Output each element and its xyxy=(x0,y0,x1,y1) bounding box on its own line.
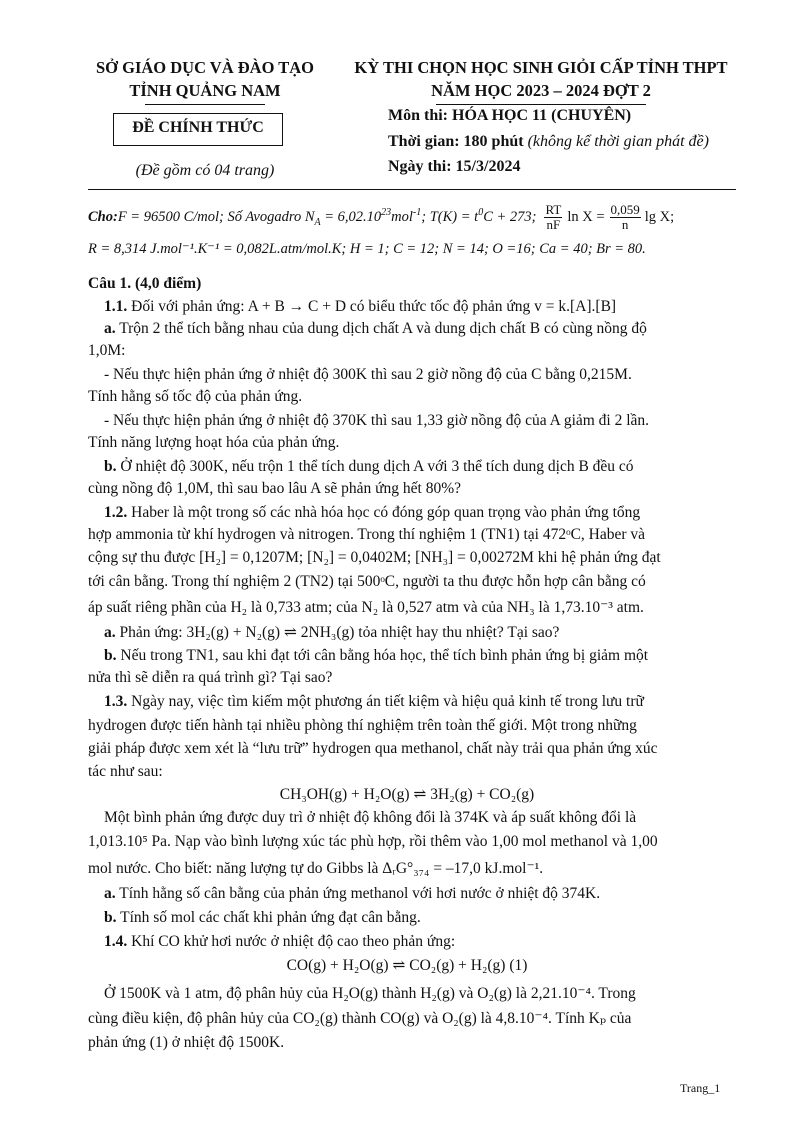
time-label: Thời gian: 180 phút xyxy=(388,133,528,150)
question-1-3-line-5: Một bình phản ứng được duy trì ở nhiệt độ không đổi là 374K và áp suất không đổi là xyxy=(104,809,637,826)
page-count-note: (Đề gồm có 04 trang) xyxy=(135,162,275,179)
part-a1-line-3: - Nếu thực hiện phản ứng ở nhiệt độ 300K thì sau 2 giờ nồng độ của C bằng 0,215M. xyxy=(104,366,632,383)
question-1-4-line-4: phản ứng (1) ở nhiệt độ 1500K. xyxy=(88,1034,285,1051)
part-a2: a. Phản ứng: 3H₂(g) + N₂(g) ⇌ 2NH₃(g) tỏa nhiệt hay thu nhiệt? Tại sao? xyxy=(104,624,560,641)
subject-label: Môn thi: xyxy=(388,107,452,124)
question-1-3-line-2: hydrogen được tiến hành tại nhiều phòng thí nghiệm trên toàn thế giới. Một trong những xyxy=(88,717,637,734)
question-1-2-line-4: tới cân bằng. Trong thí nghiệm 2 (TN2) tại 500ᵒC, người ta thu được hỗn hợp cân bằng có xyxy=(88,573,646,590)
constants-line-2: R = 8,314 J.mol⁻¹.K⁻¹ = 0,082L.atm/mol.K; H = 1; C = 12; N = 14; O =16; Ca = 40; Br = 80. xyxy=(88,241,646,257)
province-name: TỈNH QUẢNG NAM xyxy=(129,81,281,100)
question-1-1: 1.1. Đối với phản ứng: A + B → C + D có biểu thức tốc độ phản ứng v = k.[A].[B] xyxy=(104,298,617,315)
question-1-3-line-1: 1.3. Ngày nay, việc tìm kiếm một phương án tiết kiệm và hiệu quả kinh tế trong lưu trữ xyxy=(104,693,644,710)
part-a1-line-1: a. Trộn 2 thể tích bằng nhau của dung dịch chất A và dung dịch chất B có cùng nồng độ xyxy=(104,320,647,337)
part-b1-line-2: cùng nồng độ 1,0M, thì sau bao lâu A sẽ phản ứng hết 80%? xyxy=(88,480,462,497)
question-1-3-line-3: giải pháp được xem xét là “lưu trữ” hydrogen qua methanol, chất này trải qua phản ứng xúc xyxy=(88,740,658,757)
part-a1-line-4: Tính hằng số tốc độ của phản ứng. xyxy=(88,388,303,405)
part-a3: a. Tính hằng số cân bằng của phản ứng methanol với hơi nước ở nhiệt độ 374K. xyxy=(104,885,601,902)
exam-year: NĂM HỌC 2023 – 2024 ĐỢT 2 xyxy=(431,81,651,100)
time-line xyxy=(388,133,709,151)
nernst-fraction-rt-nf: $\frac{RT}{nF}$ xyxy=(545,202,562,232)
constants-label: Cho: xyxy=(88,209,118,225)
part-b2-line-1: b. Nếu trong TN1, sau khi đạt tới cân bằng hóa học, thể tích bình phản ứng bị giảm một xyxy=(104,647,649,664)
question-1-title: Câu 1. (4,0 điểm) xyxy=(88,275,202,292)
subject-line xyxy=(388,107,631,125)
nernst-fraction-0059-n: $\frac{0,059}{n}$ xyxy=(610,202,640,232)
part-b3: b. Tính số mol các chất khi phản ứng đạt cân bằng. xyxy=(104,909,421,926)
question-1-3-line-7: mol nước. Cho biết: năng lượng tự do Gibbs là ΔᵣG°₃₇₄ = –17,0 kJ.mol⁻¹. xyxy=(88,860,544,877)
part-a1-line-2: 1,0M: xyxy=(88,342,126,359)
question-1-4-line-2: Ở 1500K và 1 atm, độ phân hủy của H₂O(g) thành H₂(g) và O₂(g) là 2,21.10⁻⁴. Trong xyxy=(104,985,636,1002)
official-exam-label: ĐỀ CHÍNH THỨC xyxy=(132,119,264,136)
question-1-3-line-4: tác như sau: xyxy=(88,763,163,780)
equation-methanol: CH₃OH(g) + H₂O(g) ⇌ 3H₂(g) + CO₂(g) xyxy=(279,786,535,803)
exam-date: Ngày thi: 15/3/2024 xyxy=(388,158,521,175)
question-1-4-line-3: cùng điều kiện, độ phân hủy của CO₂(g) thành CO(g) và O₂(g) là 4,8.10⁻⁴. Tính Kₚ của xyxy=(88,1010,632,1027)
exam-title: KỲ THI CHỌN HỌC SINH GIỎI CẤP TỈNH THPT xyxy=(354,58,728,77)
part-b2-line-2: nửa thì sẽ diễn ra quá trình gì? Tại sao? xyxy=(88,669,333,686)
question-1-2-line-3: cộng sự thu được [H₂] = 0,1207M; [N₂] = 0,0402M; [NH₃] = 0,00272M khi hệ phản ứng đạt xyxy=(88,549,661,566)
question-1-3-line-6: 1,013.10⁵ Pa. Nạp vào bình lượng xúc tác phù hợp, rồi thêm vào 1,00 mol methanol và 1,00 xyxy=(88,833,658,850)
part-a1-line-6: Tính năng lượng hoạt hóa của phản ứng. xyxy=(88,434,340,451)
left-header-underline xyxy=(145,104,265,105)
part-b1-line-1: b. Ở nhiệt độ 300K, nếu trộn 1 thể tích dung dịch A với 3 thể tích dung dịch B đều có xyxy=(104,458,634,475)
question-1-4: 1.4. Khí CO khử hơi nước ở nhiệt độ cao theo phản ứng: xyxy=(104,933,456,950)
question-1-2-line-2: hợp ammonia từ khí hydrogen và nitrogen. Trong thí nghiệm 1 (TN1) tại 472ᵒC, Haber và xyxy=(88,526,646,543)
constants-line-1 xyxy=(88,203,674,232)
right-header-underline xyxy=(436,104,646,105)
constants-faraday-avogadro: F = 96500 C/mol; Số Avogadro $N_A = 6,02.10^{23}mol^{-1}$; $T(K) = t^0C + 273$; xyxy=(117,207,537,228)
equation-co-water: CO(g) + H₂O(g) ⇌ CO₂(g) + H₂(g) (1) xyxy=(286,957,528,974)
header-divider xyxy=(88,189,736,190)
subject-value: HÓA HỌC 11 (CHUYÊN) xyxy=(452,107,632,124)
question-1-2-line-1: 1.2. Haber là một trong số các nhà hóa học có đóng góp quan trọng vào phản ứng tổng xyxy=(104,504,641,521)
time-note: (không kể thời gian phát đề) xyxy=(527,133,709,150)
part-a1-line-5: - Nếu thực hiện phản ứng ở nhiệt độ 370K thì sau 1,33 giờ nồng độ của A giảm đi 2 lần. xyxy=(104,412,650,429)
department-name: SỞ GIÁO DỤC VÀ ĐÀO TẠO xyxy=(95,58,315,77)
question-1-2-line-5: áp suất riêng phần của H₂ là 0,733 atm; của N₂ là 0,527 atm và của NH₃ là 1,73.10⁻³ atm. xyxy=(88,599,644,616)
page-number: Trang_1 xyxy=(680,1081,721,1095)
nernst-lg: lg X; xyxy=(644,209,675,225)
nernst-ln: ln X = xyxy=(567,209,605,225)
